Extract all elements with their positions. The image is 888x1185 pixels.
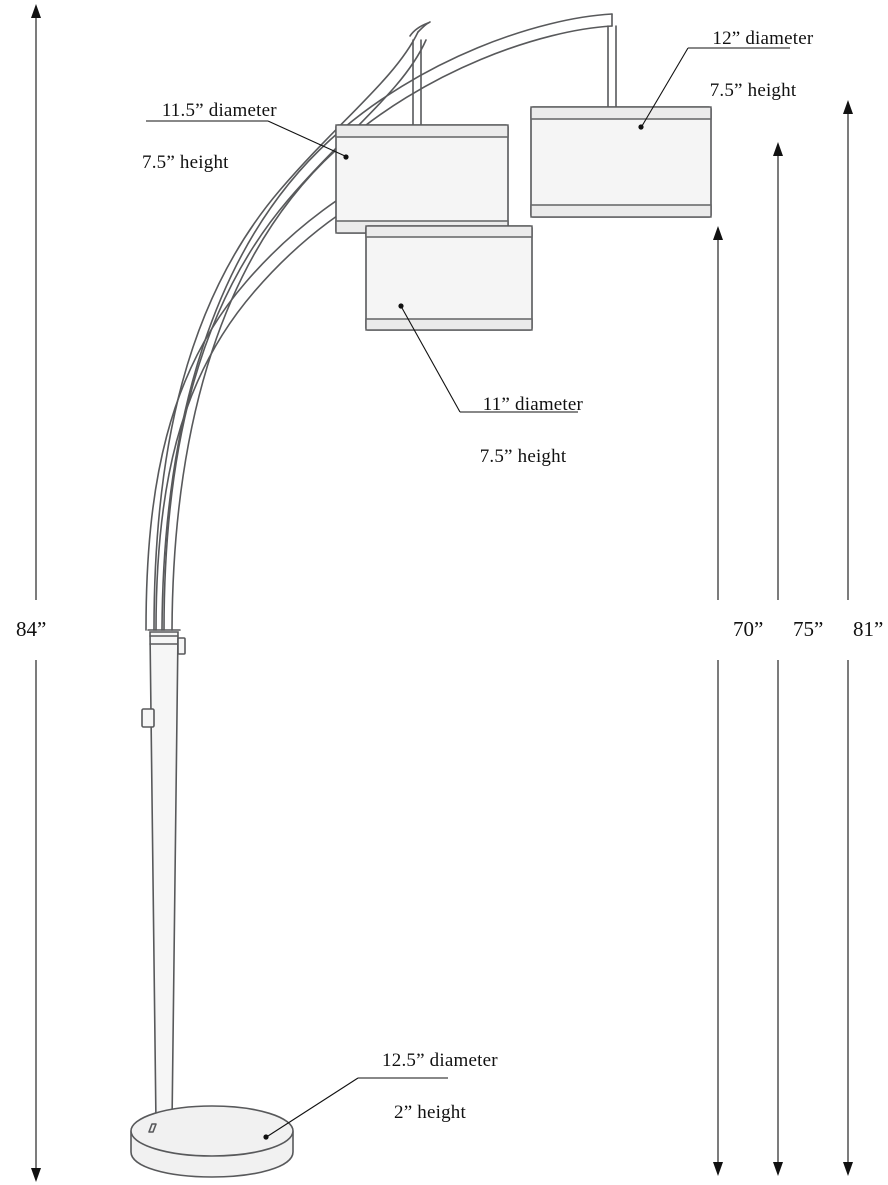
annotation-base-line1: 12.5” diameter — [382, 1050, 498, 1071]
dimension-label-shade-low: 70” — [733, 617, 764, 641]
pole-graphic — [142, 630, 185, 1124]
annotation-shade-12 — [688, 0, 818, 156]
annotation-shade-11-line2: 7.5” height — [479, 446, 567, 467]
dimension-label-shade-high: 81” — [853, 617, 884, 641]
shade-11-graphic — [366, 226, 532, 330]
dimension-line-84 — [31, 4, 41, 1182]
shade-12-graphic — [531, 107, 711, 217]
annotation-shade-115 — [142, 72, 292, 228]
annotation-shade-11 — [458, 366, 588, 522]
annotation-shade-12-line1: 12” diameter — [712, 28, 814, 49]
annotation-shade-115-line2: 7.5” height — [142, 152, 229, 173]
dimension-line-70 — [713, 226, 723, 1176]
annotation-base-line2: 2” height — [394, 1102, 466, 1123]
dimension-line-81 — [843, 100, 853, 1176]
dimension-line-75 — [773, 142, 783, 1176]
annotation-shade-11-line1: 11” diameter — [482, 394, 584, 415]
annotation-base — [355, 1022, 505, 1178]
annotation-shade-115-line1: 11.5” diameter — [161, 100, 277, 121]
shade-115-graphic — [336, 125, 508, 233]
base-graphic — [131, 1106, 293, 1177]
dimension-label-shade-mid: 75” — [793, 617, 824, 641]
annotation-shade-12-line2: 7.5” height — [709, 80, 797, 101]
dimension-label-overall-height: 84” — [16, 617, 47, 641]
